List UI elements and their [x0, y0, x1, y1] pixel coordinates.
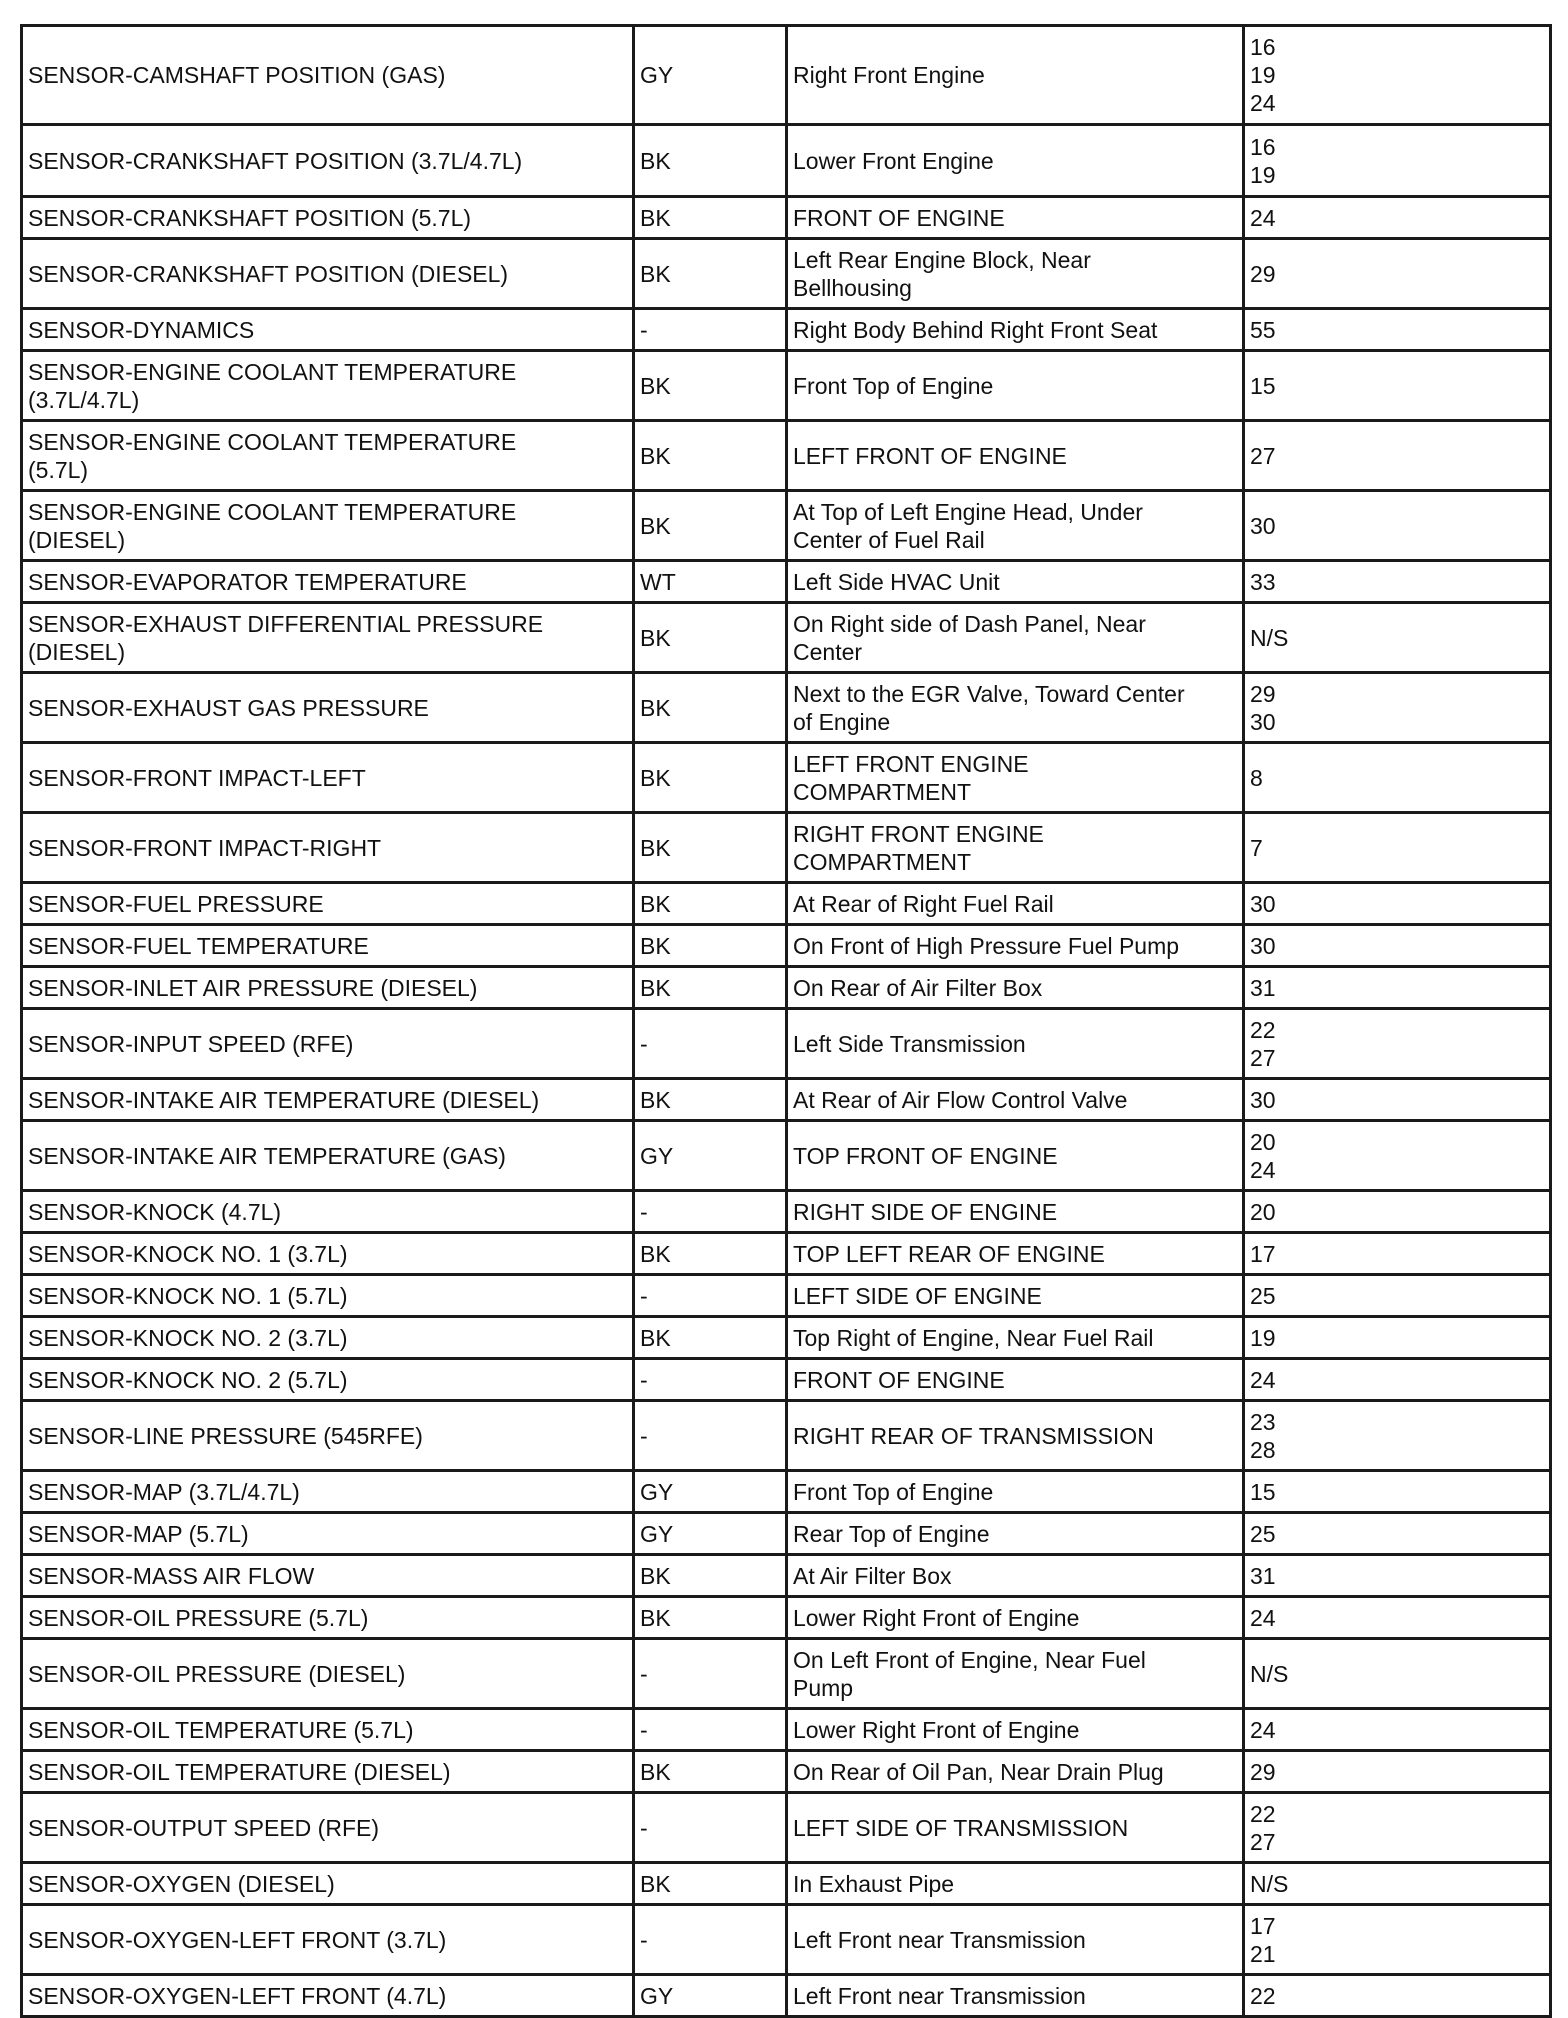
wire-color-cell: - — [634, 309, 787, 351]
figure-number-cell: 31 — [1244, 1555, 1551, 1597]
location-cell: RIGHT REAR OF TRANSMISSION — [787, 1401, 1244, 1471]
table-row — [22, 197, 1551, 239]
table-row — [22, 967, 1551, 1009]
figure-number-cell: 23 28 — [1244, 1401, 1551, 1471]
wire-color-cell: - — [634, 1009, 787, 1079]
wire-color-cell: BK — [634, 603, 787, 673]
location-cell: At Top of Left Engine Head, Under Center of Fuel Rail — [787, 491, 1244, 561]
table-row — [22, 1597, 1551, 1639]
table-row — [22, 1401, 1551, 1471]
component-cell: SENSOR-EXHAUST GAS PRESSURE — [22, 673, 634, 743]
location-cell: FRONT OF ENGINE — [787, 197, 1244, 239]
figure-number-cell: 24 — [1244, 1597, 1551, 1639]
location-cell: Right Body Behind Right Front Seat — [787, 309, 1244, 351]
figure-number-cell: 17 21 — [1244, 1905, 1551, 1975]
figure-number-cell: 15 — [1244, 1471, 1551, 1513]
location-cell: Rear Top of Engine — [787, 1513, 1244, 1555]
figure-number-cell: 7 — [1244, 813, 1551, 883]
figure-number-cell: 22 27 — [1244, 1009, 1551, 1079]
wire-color-cell: BK — [634, 1751, 787, 1793]
location-cell: LEFT SIDE OF TRANSMISSION — [787, 1793, 1244, 1863]
figure-number-cell: 31 — [1244, 967, 1551, 1009]
table-row — [22, 421, 1551, 491]
location-cell: Lower Right Front of Engine — [787, 1709, 1244, 1751]
wire-color-cell: - — [634, 1275, 787, 1317]
location-cell: LEFT FRONT OF ENGINE — [787, 421, 1244, 491]
table-row — [22, 1639, 1551, 1709]
location-cell: Lower Front Engine — [787, 125, 1244, 197]
component-cell: SENSOR-LINE PRESSURE (545RFE) — [22, 1401, 634, 1471]
wire-color-cell: - — [634, 1359, 787, 1401]
table-row — [22, 1863, 1551, 1905]
figure-number-cell: 8 — [1244, 743, 1551, 813]
figure-number-cell: 24 — [1244, 1359, 1551, 1401]
location-cell: RIGHT SIDE OF ENGINE — [787, 1191, 1244, 1233]
figure-number-cell: 24 — [1244, 1709, 1551, 1751]
table-row — [22, 491, 1551, 561]
figure-number-cell: 16 19 24 — [1244, 26, 1551, 125]
wire-color-cell: BK — [634, 197, 787, 239]
location-cell: Left Front near Transmission — [787, 1975, 1244, 2017]
figure-number-cell: 16 19 — [1244, 125, 1551, 197]
table-row — [22, 26, 1551, 125]
figure-number-cell: 17 — [1244, 1233, 1551, 1275]
location-cell: On Front of High Pressure Fuel Pump — [787, 925, 1244, 967]
component-cell: SENSOR-OIL PRESSURE (DIESEL) — [22, 1639, 634, 1709]
figure-number-cell: 24 — [1244, 197, 1551, 239]
component-cell: SENSOR-ENGINE COOLANT TEMPERATURE (5.7L) — [22, 421, 634, 491]
component-cell: SENSOR-CAMSHAFT POSITION (GAS) — [22, 26, 634, 125]
location-cell: Next to the EGR Valve, Toward Center of Engine — [787, 673, 1244, 743]
figure-number-cell: N/S — [1244, 1639, 1551, 1709]
location-cell: Top Right of Engine, Near Fuel Rail — [787, 1317, 1244, 1359]
figure-number-cell: 29 30 — [1244, 673, 1551, 743]
wire-color-cell: GY — [634, 1513, 787, 1555]
component-cell: SENSOR-KNOCK NO. 1 (3.7L) — [22, 1233, 634, 1275]
location-cell: At Rear of Right Fuel Rail — [787, 883, 1244, 925]
location-cell: Lower Right Front of Engine — [787, 1597, 1244, 1639]
component-cell: SENSOR-FRONT IMPACT-LEFT — [22, 743, 634, 813]
figure-number-cell: 25 — [1244, 1275, 1551, 1317]
component-cell: SENSOR-CRANKSHAFT POSITION (DIESEL) — [22, 239, 634, 309]
location-cell: At Air Filter Box — [787, 1555, 1244, 1597]
wire-color-cell: BK — [634, 1317, 787, 1359]
table-row — [22, 1793, 1551, 1863]
location-cell: FRONT OF ENGINE — [787, 1359, 1244, 1401]
table-row — [22, 1079, 1551, 1121]
wire-color-cell: BK — [634, 125, 787, 197]
table-row — [22, 1191, 1551, 1233]
table-row — [22, 1975, 1551, 2017]
location-cell: Front Top of Engine — [787, 351, 1244, 421]
wire-color-cell: BK — [634, 813, 787, 883]
wire-color-cell: GY — [634, 1121, 787, 1191]
wire-color-cell: BK — [634, 925, 787, 967]
component-cell: SENSOR-OUTPUT SPEED (RFE) — [22, 1793, 634, 1863]
component-cell: SENSOR-OXYGEN-LEFT FRONT (3.7L) — [22, 1905, 634, 1975]
component-cell: SENSOR-ENGINE COOLANT TEMPERATURE (3.7L/4.7L) — [22, 351, 634, 421]
figure-number-cell: 29 — [1244, 239, 1551, 309]
location-cell: Front Top of Engine — [787, 1471, 1244, 1513]
location-cell: Left Rear Engine Block, Near Bellhousing — [787, 239, 1244, 309]
table-row — [22, 309, 1551, 351]
figure-number-cell: 29 — [1244, 1751, 1551, 1793]
table-row — [22, 1555, 1551, 1597]
figure-number-cell: 15 — [1244, 351, 1551, 421]
table-row — [22, 1709, 1551, 1751]
component-cell: SENSOR-MAP (5.7L) — [22, 1513, 634, 1555]
component-cell: SENSOR-OIL PRESSURE (5.7L) — [22, 1597, 634, 1639]
figure-number-cell: 55 — [1244, 309, 1551, 351]
table-row — [22, 239, 1551, 309]
wire-color-cell: BK — [634, 1079, 787, 1121]
wire-color-cell: BK — [634, 421, 787, 491]
wire-color-cell: BK — [634, 1597, 787, 1639]
figure-number-cell: 19 — [1244, 1317, 1551, 1359]
table-row — [22, 743, 1551, 813]
component-cell: SENSOR-INTAKE AIR TEMPERATURE (DIESEL) — [22, 1079, 634, 1121]
figure-number-cell: N/S — [1244, 603, 1551, 673]
figure-number-cell: 30 — [1244, 1079, 1551, 1121]
figure-number-cell: 30 — [1244, 925, 1551, 967]
component-cell: SENSOR-OIL TEMPERATURE (DIESEL) — [22, 1751, 634, 1793]
wire-color-cell: GY — [634, 1975, 787, 2017]
table-row — [22, 351, 1551, 421]
table-row — [22, 1275, 1551, 1317]
table-row — [22, 1233, 1551, 1275]
wire-color-cell: - — [634, 1905, 787, 1975]
component-cell: SENSOR-DYNAMICS — [22, 309, 634, 351]
component-cell: SENSOR-KNOCK (4.7L) — [22, 1191, 634, 1233]
table-row — [22, 1471, 1551, 1513]
wire-color-cell: BK — [634, 239, 787, 309]
wire-color-cell: BK — [634, 351, 787, 421]
figure-number-cell: 30 — [1244, 491, 1551, 561]
figure-number-cell: 27 — [1244, 421, 1551, 491]
table-row — [22, 1513, 1551, 1555]
component-cell: SENSOR-OIL TEMPERATURE (5.7L) — [22, 1709, 634, 1751]
location-cell: RIGHT FRONT ENGINE COMPARTMENT — [787, 813, 1244, 883]
component-cell: SENSOR-INPUT SPEED (RFE) — [22, 1009, 634, 1079]
table-row — [22, 673, 1551, 743]
component-cell: SENSOR-CRANKSHAFT POSITION (3.7L/4.7L) — [22, 125, 634, 197]
table-row — [22, 561, 1551, 603]
location-cell: TOP FRONT OF ENGINE — [787, 1121, 1244, 1191]
component-cell: SENSOR-ENGINE COOLANT TEMPERATURE (DIESEL) — [22, 491, 634, 561]
component-cell: SENSOR-FRONT IMPACT-RIGHT — [22, 813, 634, 883]
wire-color-cell: BK — [634, 491, 787, 561]
component-cell: SENSOR-MASS AIR FLOW — [22, 1555, 634, 1597]
location-cell: On Rear of Oil Pan, Near Drain Plug — [787, 1751, 1244, 1793]
component-cell: SENSOR-KNOCK NO. 1 (5.7L) — [22, 1275, 634, 1317]
wire-color-cell: GY — [634, 26, 787, 125]
wire-color-cell: WT — [634, 561, 787, 603]
figure-number-cell: 25 — [1244, 1513, 1551, 1555]
location-cell: LEFT FRONT ENGINE COMPARTMENT — [787, 743, 1244, 813]
wire-color-cell: - — [634, 1401, 787, 1471]
location-cell: At Rear of Air Flow Control Valve — [787, 1079, 1244, 1121]
wire-color-cell: - — [634, 1639, 787, 1709]
connector-location-table — [20, 24, 1552, 2018]
table-row — [22, 1359, 1551, 1401]
table-row — [22, 125, 1551, 197]
location-cell: On Rear of Air Filter Box — [787, 967, 1244, 1009]
location-cell: Left Side HVAC Unit — [787, 561, 1244, 603]
component-cell: SENSOR-EVAPORATOR TEMPERATURE — [22, 561, 634, 603]
wire-color-cell: BK — [634, 883, 787, 925]
wire-color-cell: BK — [634, 673, 787, 743]
wire-color-cell: GY — [634, 1471, 787, 1513]
component-cell: SENSOR-KNOCK NO. 2 (3.7L) — [22, 1317, 634, 1359]
wire-color-cell: BK — [634, 743, 787, 813]
component-cell: SENSOR-EXHAUST DIFFERENTIAL PRESSURE (DIESEL) — [22, 603, 634, 673]
table-row — [22, 1009, 1551, 1079]
figure-number-cell: 22 — [1244, 1975, 1551, 2017]
table-row — [22, 1317, 1551, 1359]
wire-color-cell: BK — [634, 967, 787, 1009]
table-row — [22, 1121, 1551, 1191]
component-cell: SENSOR-KNOCK NO. 2 (5.7L) — [22, 1359, 634, 1401]
component-cell: SENSOR-OXYGEN (DIESEL) — [22, 1863, 634, 1905]
table-body — [22, 26, 1551, 2017]
location-cell: On Right side of Dash Panel, Near Center — [787, 603, 1244, 673]
component-cell: SENSOR-MAP (3.7L/4.7L) — [22, 1471, 634, 1513]
component-cell: SENSOR-INLET AIR PRESSURE (DIESEL) — [22, 967, 634, 1009]
component-cell: SENSOR-INTAKE AIR TEMPERATURE (GAS) — [22, 1121, 634, 1191]
component-cell: SENSOR-CRANKSHAFT POSITION (5.7L) — [22, 197, 634, 239]
connector-location-sheet — [20, 24, 1549, 2018]
location-cell: Right Front Engine — [787, 26, 1244, 125]
component-cell: SENSOR-FUEL TEMPERATURE — [22, 925, 634, 967]
location-cell: On Left Front of Engine, Near Fuel Pump — [787, 1639, 1244, 1709]
table-row — [22, 603, 1551, 673]
wire-color-cell: - — [634, 1709, 787, 1751]
wire-color-cell: BK — [634, 1863, 787, 1905]
location-cell: LEFT SIDE OF ENGINE — [787, 1275, 1244, 1317]
location-cell: Left Side Transmission — [787, 1009, 1244, 1079]
table-row — [22, 1751, 1551, 1793]
figure-number-cell: N/S — [1244, 1863, 1551, 1905]
table-row — [22, 925, 1551, 967]
wire-color-cell: - — [634, 1793, 787, 1863]
component-cell: SENSOR-FUEL PRESSURE — [22, 883, 634, 925]
location-cell: In Exhaust Pipe — [787, 1863, 1244, 1905]
figure-number-cell: 33 — [1244, 561, 1551, 603]
wire-color-cell: BK — [634, 1233, 787, 1275]
wire-color-cell: BK — [634, 1555, 787, 1597]
component-cell: SENSOR-OXYGEN-LEFT FRONT (4.7L) — [22, 1975, 634, 2017]
table-row — [22, 1905, 1551, 1975]
figure-number-cell: 20 — [1244, 1191, 1551, 1233]
table-row — [22, 813, 1551, 883]
figure-number-cell: 30 — [1244, 883, 1551, 925]
table-row — [22, 883, 1551, 925]
figure-number-cell: 20 24 — [1244, 1121, 1551, 1191]
wire-color-cell: - — [634, 1191, 787, 1233]
figure-number-cell: 22 27 — [1244, 1793, 1551, 1863]
location-cell: TOP LEFT REAR OF ENGINE — [787, 1233, 1244, 1275]
location-cell: Left Front near Transmission — [787, 1905, 1244, 1975]
